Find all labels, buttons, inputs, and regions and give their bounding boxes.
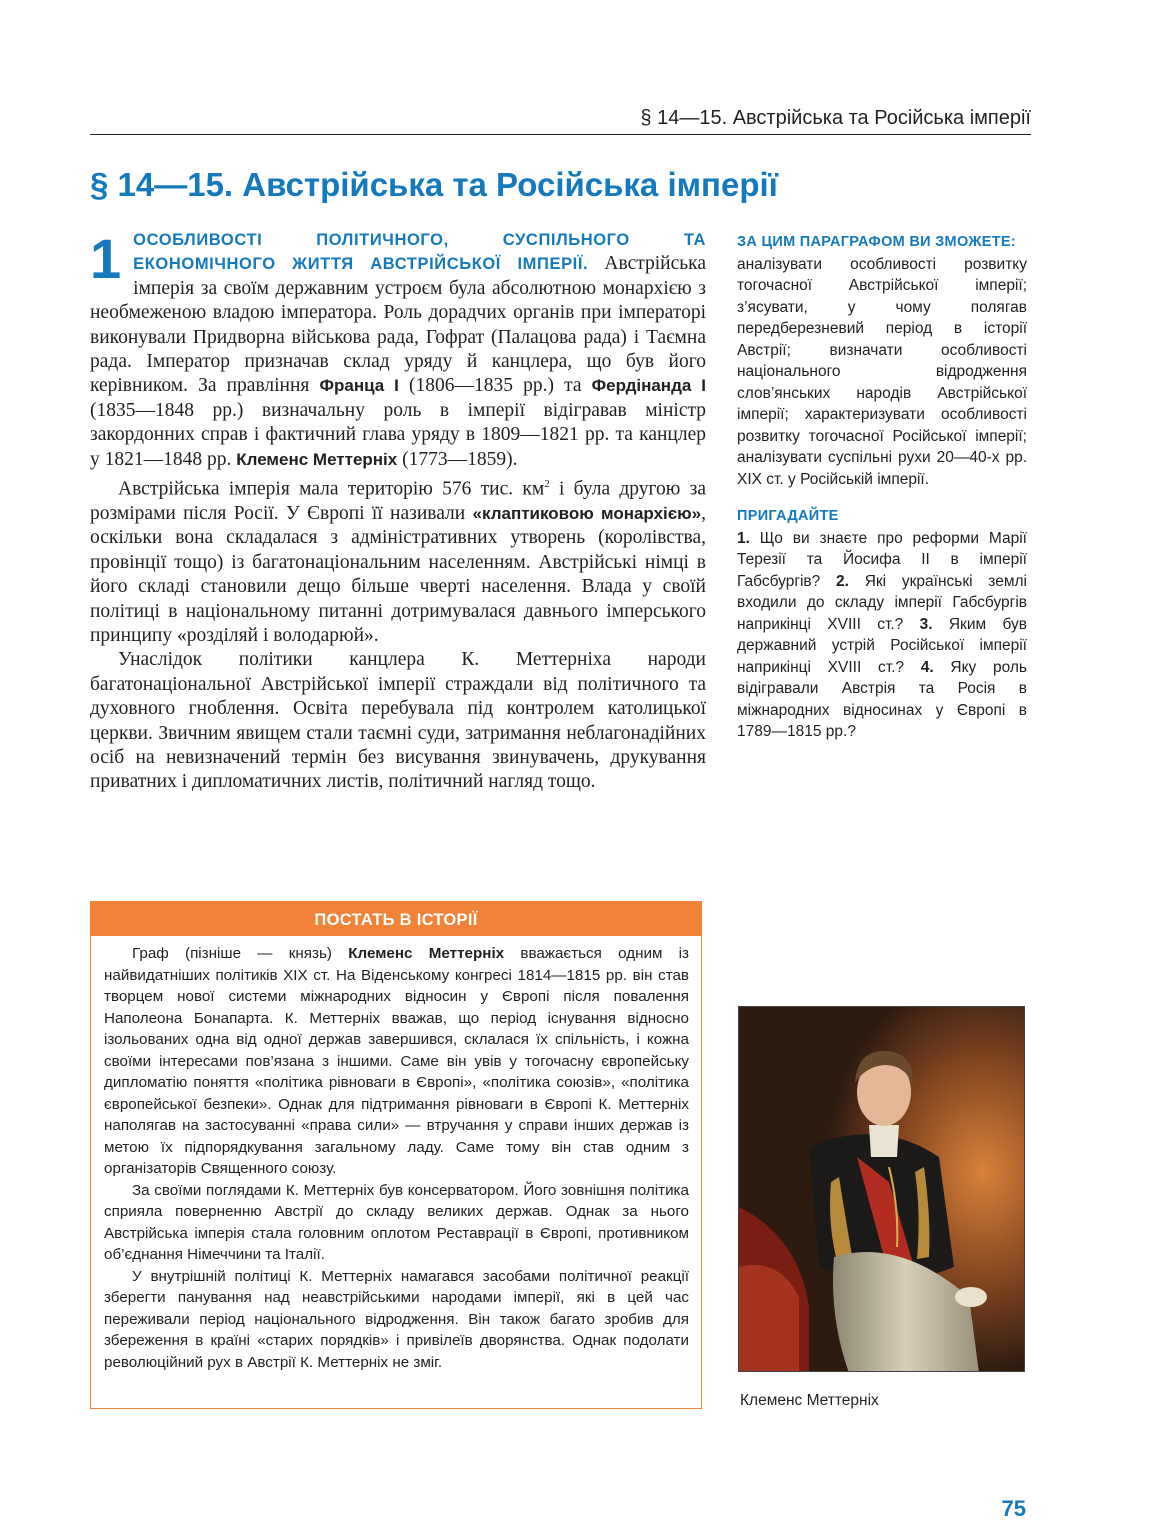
portrait-painting	[739, 1007, 1025, 1372]
box-title: ПОСТАТЬ В ІСТОРІЇ	[91, 902, 701, 936]
paragraph-text: і була другою за розмірами після Росії. У Європі її називали	[90, 478, 706, 524]
question-text: Що ви знаєте про реформи Марії Терезії та Йосифа II в імперії Габсбургів?	[737, 529, 1027, 590]
paragraph-text: (1773—1859).	[397, 448, 518, 470]
box-text: Граф (пізніше — князь)	[132, 945, 349, 962]
recall-heading: ПРИГАДАЙТЕ	[737, 508, 839, 524]
header-rule	[90, 134, 1031, 135]
goals-text: аналізувати особливості розвитку тогочасної Австрійської імперії; з’ясувати, у чому полягав передберезневий період в історії Австрії; визначати особливості національного відродження слов’янських народів Австрійської імперії; характеризувати особливості розвитку тогочасної Російської імперії; аналізувати суспільні рухи 20—40-х рр. XIX ст. у Російській імперії.	[737, 255, 1027, 488]
page-number: 75	[1001, 1496, 1026, 1521]
recall-questions	[737, 528, 1027, 743]
question-text: Які українські землі входили до складу імперії Габсбургів наприкінці XVIII ст.?	[737, 572, 1027, 633]
box-text: вважається одним із найвидатніших політиків XIX ст. На Віденському конгресі 1814—1815 рр. він став творцем нової системи міжнародних відносин у Європі після повалення Наполеона Бонапарта. К. Меттерніх вважав, що період існування відносно ізольованих одна від одної держав завершився, склалася їх спільність, і кожна своїми інтересами пов’язана з іншими. Саме він увів у тогочасну європейську дипломатію поняття «політика рівноваги в Європі», «політика союзів», «політика європейської безпеки». Однак для підтримання рівноваги в Європі К. Меттерніх наполягав на застосуванні «права сили» — втручання у справи інших держав із метою їх підпорядкування загальному ладу. Саме тому він став одним з організаторів Священного союзу.	[104, 945, 689, 1177]
question-text: Яким був державний устрій Російської імперії наприкінці XVIII ст.?	[737, 615, 1027, 676]
box-paragraph-1	[104, 943, 689, 1180]
paragraph-text: Австрійська імперія мала територію 576 тис. км	[118, 478, 545, 500]
name-franz: Франца I	[319, 376, 399, 396]
name-ferdinand: Фердінанда I	[591, 376, 706, 396]
superscript: 2	[544, 478, 550, 491]
main-text-column	[90, 228, 706, 795]
portrait-caption: Клеменс Меттерніх	[740, 1392, 879, 1409]
paragraph-text: (1806—1835 рр.) та	[398, 375, 592, 397]
name-metternich: Клеменс Меттерніх	[236, 449, 398, 469]
section-number: 1	[90, 227, 122, 290]
sidebar	[737, 232, 1027, 759]
paragraph-text: (1835—1848 рр.) визначальну роль в імперії відігравав міністр закордонних справ і фактичний глава уряду в 1809—1821 рр. та канцлер у 1821—1848 рр.	[90, 399, 706, 470]
goals-heading: ЗА ЦИМ ПАРАГРАФОМ ВИ ЗМОЖЕТЕ:	[737, 234, 1016, 250]
box-paragraph-2: За своїми поглядами К. Меттерніх був консерватором. Його зовнішня політика сприяла поверненню Австрії до складу великих держав. Однак за нього Австрійська імперія стала головним оплотом Реставрації в Європі, противником об’єднання Німеччини та Італії.	[104, 1181, 689, 1263]
term-patchwork-monarchy: «клаптиковою монархією»	[472, 503, 702, 523]
portrait-image	[738, 1006, 1025, 1372]
paragraph-3: Унаслідок політики канцлера К. Меттерніха народи багатонаціональної Австрійської імперії страждали від політичного та духовного гноблення. Освіта перебувала під контролем католицької церкви. Звичним явищем стали таємні суди, затримання неблагонадійних осіб на невизначений термін без висування звинувачень, друкування приватних і дипломатичних листів, політичний нагляд тощо.	[90, 649, 706, 793]
paragraph-text: Австрійська імперія за своїм державним устроєм була абсолютною монархією з необмеженою владою імператора. Роль дорадчих органів при імператорі виконували Придворна військова рада, Гофрат (Палацова рада) і Таємна рада. Імператор призначав склад уряду й канцлера, що був його керівником. За правління	[90, 253, 706, 397]
paragraph-text: , оскільки вона складалася з адміністративних утворень (королівства, провінції тощо) із багатонаціональним населенням. Австрійські німці в його складі становили дещо більше чверті населення. Влада у своїй політиці в національному питанні дотримувалася давнього імперського принципу «розділяй і володарюй».	[90, 502, 706, 646]
question-number: 4.	[920, 658, 934, 676]
section-heading: ОСОБЛИВОСТІ ПОЛІТИЧНОГО, СУСПІЛЬНОГО ТА ЕКОНОМІЧНОГО ЖИТТЯ АВСТРІЙСЬКОЇ ІМПЕРІЇ.	[133, 231, 706, 274]
box-name-metternich: Клеменс Меттерніх	[348, 945, 505, 962]
box-body	[91, 936, 701, 1373]
running-header: § 14—15. Австрійська та Російська імперії	[640, 107, 1031, 129]
paragraph-2	[90, 472, 706, 648]
box-paragraph-3: У внутрішній політиці К. Меттерніх намагався засобами політичної реакції зберегти панування над неавстрійськими народами імперії, які в цей час переживали період національного відродження. Він також багато зробив для збереження в країні «старих порядків» і привілеїв дворянства. Однак подолати революційний рух в Австрії К. Меттерніх не зміг.	[104, 1267, 689, 1371]
paragraph-1	[90, 228, 706, 472]
page-title: § 14—15. Австрійська та Російська імперії	[90, 166, 778, 203]
question-number: 1.	[737, 529, 750, 547]
question-number: 3.	[919, 615, 933, 633]
question-text: Яку роль відігравали Австрія та Росія в міжнародних відносинах у Європі в 1789—1815 рр.?	[737, 658, 1027, 740]
question-number: 2.	[836, 572, 849, 590]
figure-in-history-box	[90, 901, 702, 1409]
